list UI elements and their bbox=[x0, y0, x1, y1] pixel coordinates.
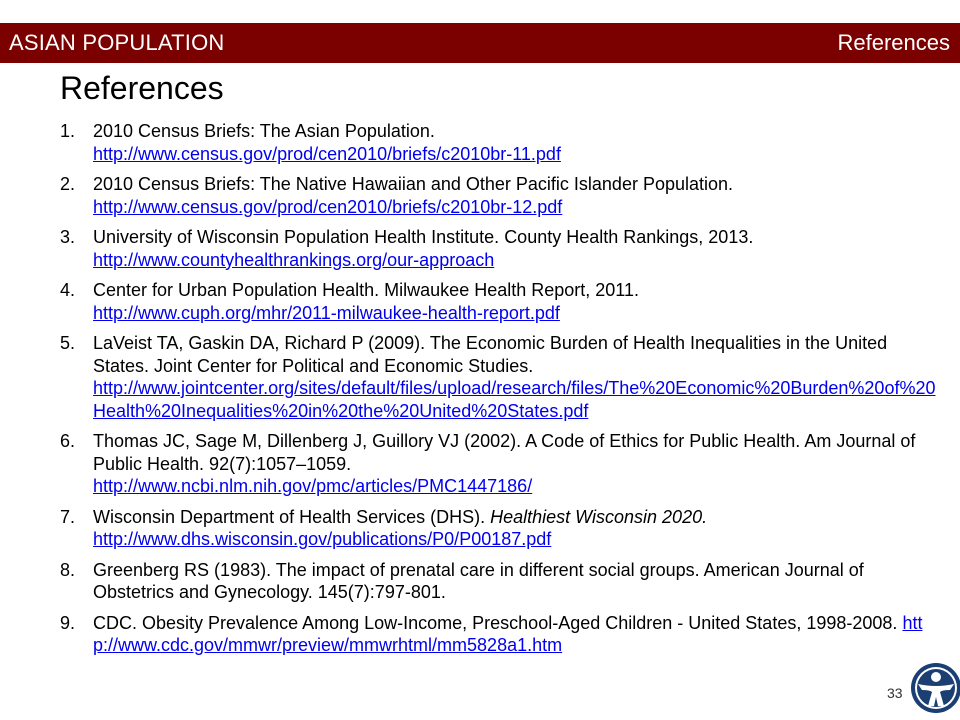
reference-item bbox=[0, 226, 940, 271]
reference-number: 3. bbox=[60, 227, 76, 247]
reference-text: 2010 Census Briefs: The Native Hawaiian and Other Pacific Islander Population. bbox=[93, 174, 734, 194]
reference-text: 2010 Census Briefs: The Asian Population. bbox=[93, 121, 435, 141]
reference-number: 8. bbox=[60, 559, 76, 580]
reference-number: 2. bbox=[60, 174, 76, 194]
reference-item bbox=[0, 430, 940, 498]
topic-label: References bbox=[837, 30, 950, 55]
reference-text: Greenberg RS (1983). The impact of prenatal care in different social groups. American Journal of Obstetrics and Gynecology. 145(7):797-801. bbox=[93, 559, 864, 602]
reference-text: Wisconsin Department of Health Services (DHS). bbox=[93, 506, 486, 527]
page-number: 33 bbox=[887, 685, 903, 701]
reference-link[interactable]: http://www.dhs.wisconsin.gov/publications/P0/P00187.pdf bbox=[93, 529, 552, 549]
section-label: ASIAN POPULATION bbox=[9, 30, 225, 55]
reference-text: LaVeist TA, Gaskin DA, Richard P (2009). The Economic Burden of Health Inequalities in the United States. Joint Center for Political and Economic Studies. bbox=[93, 333, 888, 376]
hhs-eagle-person-icon bbox=[910, 662, 960, 714]
reference-item bbox=[0, 612, 940, 657]
reference-link[interactable]: http://www.countyhealthrankings.org/our-approach bbox=[93, 249, 495, 270]
reference-number: 7. bbox=[60, 506, 76, 527]
page-title: References bbox=[60, 70, 224, 106]
reference-text: University of Wisconsin Population Health Institute. County Health Rankings, 2013. bbox=[93, 227, 754, 247]
reference-number: 5. bbox=[60, 333, 76, 353]
reference-item bbox=[0, 332, 940, 422]
header-bar bbox=[0, 23, 960, 63]
reference-number: 6. bbox=[60, 431, 76, 451]
reference-number: 1. bbox=[60, 121, 76, 141]
reference-text: Center for Urban Population Health. Milwaukee Health Report, 2011. bbox=[93, 280, 639, 300]
reference-title-italic: Healthiest Wisconsin 2020. bbox=[490, 506, 708, 527]
reference-number: 9. bbox=[60, 612, 76, 633]
reference-list bbox=[0, 120, 940, 665]
reference-item bbox=[0, 120, 940, 165]
reference-text: Thomas JC, Sage M, Dillenberg J, Guillory VJ (2002). A Code of Ethics for Public Health. Am Journal of Public Health. 92(7):1057–1059. bbox=[93, 431, 916, 474]
reference-number: 4. bbox=[60, 280, 76, 300]
reference-link[interactable]: http://www.census.gov/prod/cen2010/briefs/c2010br-11.pdf bbox=[93, 143, 561, 164]
reference-text: CDC. Obesity Prevalence Among Low-Income, Preschool-Aged Children - United States, 1998-2008. bbox=[93, 612, 898, 633]
reference-item bbox=[0, 559, 940, 604]
reference-link[interactable]: http://www.ncbi.nlm.nih.gov/pmc/articles/PMC1447186/ bbox=[93, 476, 533, 496]
reference-item bbox=[0, 506, 940, 551]
reference-link[interactable]: http://www.cdc.gov/mmwr/preview/mmwrhtml/mm5828a1.htm bbox=[93, 612, 923, 655]
reference-item bbox=[0, 173, 940, 218]
reference-item bbox=[0, 279, 940, 324]
reference-link[interactable]: http://www.jointcenter.org/sites/default/files/upload/research/files/The%20Economic%20Burden%20of%20Health%20Inequalities%20in%20the%20United%20States.pdf bbox=[93, 378, 936, 421]
reference-link[interactable]: http://www.cuph.org/mhr/2011-milwaukee-health-report.pdf bbox=[93, 302, 560, 323]
reference-link[interactable]: http://www.census.gov/prod/cen2010/briefs/c2010br-12.pdf bbox=[93, 196, 563, 217]
